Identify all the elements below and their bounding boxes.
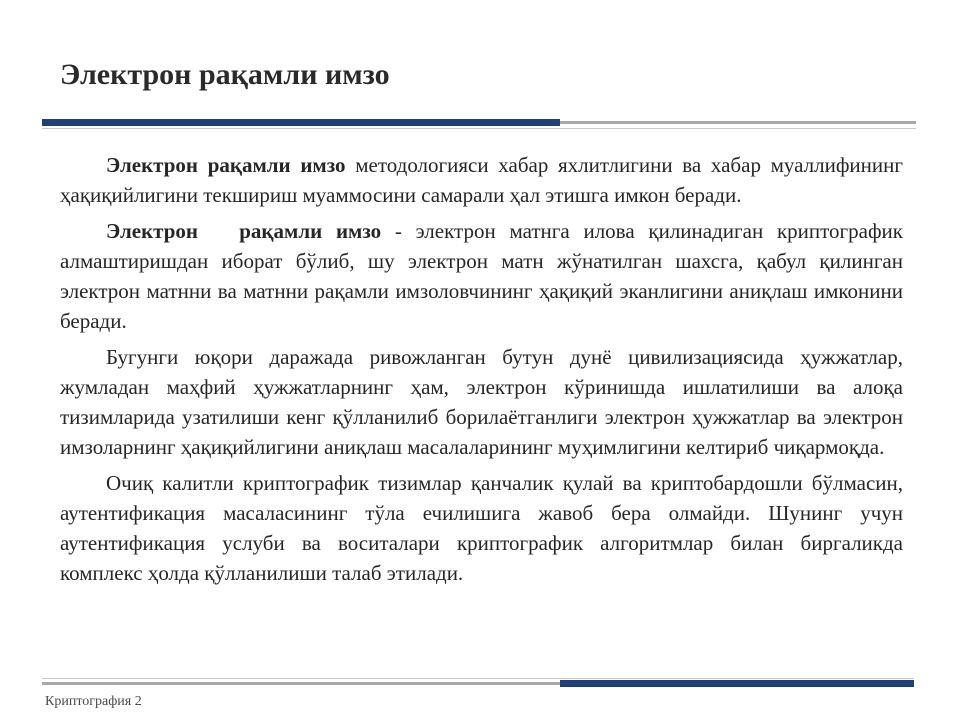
term-lead: Электрон рақамли имзо: [106, 153, 346, 177]
slide-body: [60, 150, 903, 594]
paragraph-text: Бугунги юқори даражада ривожланган бутун дунё цивилизациясида ҳужжатлар, жумладан маҳфий ҳужжатларнинг ҳам, электрон кўринишда ишлатилиши ва алоқа тизимларида узатилиши кенг қўлланилиб борилаётганлиги электрон ҳужжатлар ва электрон имзоларнинг ҳақиқийлигини аниқлаш масалаларининг муҳимлигини келтириб чиқармоқда.: [60, 345, 903, 459]
paragraph-2: [60, 216, 903, 336]
footer-label: Криптография 2: [45, 694, 142, 709]
paragraph-text: методологияси хабар яхлитлигини ва хабар муаллифининг ҳақиқийлигини текшириш муаммосини самарали ҳал этишга имкон беради.: [60, 153, 904, 207]
slide-title: Электрон рақамли имзо: [60, 58, 390, 91]
paragraph-text: Очиқ калитли криптографик тизимлар қанчалик қулай ва криптобардошли бўлмасин, аутентификация масаласининг тўла ечилишига жавоб бера олмайди. Шунинг учун аутентификация услуби ва воситалари криптографик алгоритмлар билан биргаликда комплекс ҳолда қўлланилиши талаб этилади.: [60, 471, 903, 585]
term-lead: Электрон рақамли имзо: [106, 219, 382, 243]
paragraph-3: [60, 342, 903, 462]
paragraph-4: [60, 468, 903, 588]
paragraph-text: - электрон матнга илова қилинадиган криптографик алмаштиришдан иборат бўлиб, шу электрон матн жўнатилган шахсга, қабул қилинган электрон матнни ва матнни рақамли имзоловчининг ҳақиқий эканлигини аниқлаш имконини беради.: [60, 219, 903, 333]
paragraph-1: [60, 150, 903, 210]
